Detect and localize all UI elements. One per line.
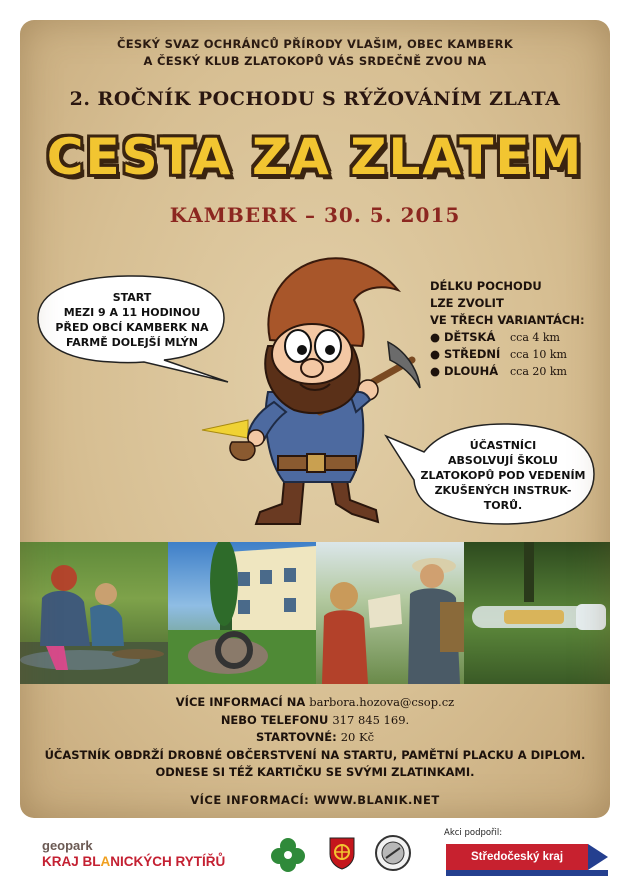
school-speech-bubble — [400, 418, 600, 530]
variants-line-2: LZE ZVOLIT — [430, 296, 504, 310]
intro-line-1: ČESKÝ SVAZ OCHRÁNCŮ PŘÍRODY VLAŠIM, OBEC KAMBERK — [116, 37, 514, 51]
event-title: CESTA ZA ZLATEM — [46, 128, 584, 186]
info-block — [20, 694, 610, 782]
photo-strip — [20, 542, 610, 684]
start-line-3: PŘED OBCÍ KAMBERK NA — [55, 321, 209, 334]
event-date: KAMBERK – 30. 5. 2015 — [169, 203, 461, 227]
variant-item-stredni: ● STŘEDNÍ cca 10 km — [430, 347, 567, 361]
stredocesky-kraj-logo: Středočeský kraj — [446, 844, 588, 870]
info-line-1: VÍCE INFORMACÍ NA barbora.hozova@csop.cz — [175, 695, 455, 709]
event-subtitle: 2. ROČNÍK POCHODU S RÝŽOVÁNÍM ZLATA — [69, 88, 561, 110]
school-line-1: ÚČASTNÍCI — [469, 439, 537, 452]
variants-list — [430, 329, 585, 380]
village-building-photo — [168, 542, 316, 684]
bullet-icon: ● — [430, 347, 441, 361]
variant-item-dlouha: ● DLOUHÁ cca 20 km — [430, 364, 567, 378]
start-line-4: FARMĚ DOLEJŠÍ MLÝN — [66, 336, 198, 349]
event-poster — [20, 20, 610, 818]
organizers-intro — [20, 36, 610, 70]
variants-line-3: VE TŘECH VARIANTÁCH: — [430, 313, 585, 327]
support-label: Akci podpořil: — [444, 828, 503, 838]
info-line-4: ÚČASTNÍK OBDRŽÍ DROBNÉ OBČERSTVENÍ NA STARTU, PAMĚTNÍ PLACKU A DIPLOM. — [44, 747, 586, 762]
gold-digger-illustration — [190, 242, 435, 542]
geopark-logo: geopark KRAJ BLANICKÝCH RYTÍŘŮ — [42, 838, 226, 869]
kamberk-coat-of-arms-icon — [328, 836, 356, 874]
contact-phone: 317 845 169. — [332, 712, 410, 727]
contact-email[interactable]: barbora.hozova@csop.cz — [309, 695, 455, 709]
variants-line-1: DÉLKU POCHODU — [430, 279, 542, 293]
hikers-map-photo — [316, 542, 464, 684]
school-line-5: TORŮ. — [483, 499, 523, 512]
school-line-3: ZLATOKOPŮ POD VEDENÍM — [420, 469, 586, 482]
info-line-5: ODNESE SI TÉŽ KARTIČKU SE SVÝMI ZLATINKAMI. — [155, 765, 475, 779]
sponsor-logos — [0, 826, 640, 892]
kraj-logo-stripe — [446, 870, 608, 876]
gold-diggers-club-logo — [374, 834, 412, 876]
school-line-4: ZKUŠENÝCH INSTRUK- — [434, 484, 572, 497]
intro-line-2: A ČESKÝ KLUB ZLATOKOPŮ VÁS SRDEČNĚ ZVOU NA — [143, 54, 487, 68]
march-variants — [430, 278, 585, 380]
csop-clover-logo — [268, 832, 308, 880]
gold-vial-photo — [464, 542, 610, 684]
variant-item-detska: ● DĚTSKÁ cca 4 km — [430, 330, 560, 344]
website-link[interactable]: VÍCE INFORMACÍ: WWW.BLANIK.NET — [190, 793, 440, 807]
school-line-2: ABSOLVUJÍ ŠKOLU — [448, 454, 558, 467]
entry-fee: 20 Kč — [340, 730, 375, 744]
info-line-2: NEBO TELEFONU 317 845 169. — [220, 712, 410, 727]
start-line-2: MEZI 9 A 11 HODINOU — [63, 306, 201, 319]
children-panning-photo — [20, 542, 168, 684]
start-line-1: START — [112, 291, 152, 304]
bullet-icon: ● — [430, 330, 441, 344]
info-line-3: STARTOVNÉ: 20 Kč — [255, 730, 375, 744]
bullet-icon: ● — [430, 364, 441, 378]
